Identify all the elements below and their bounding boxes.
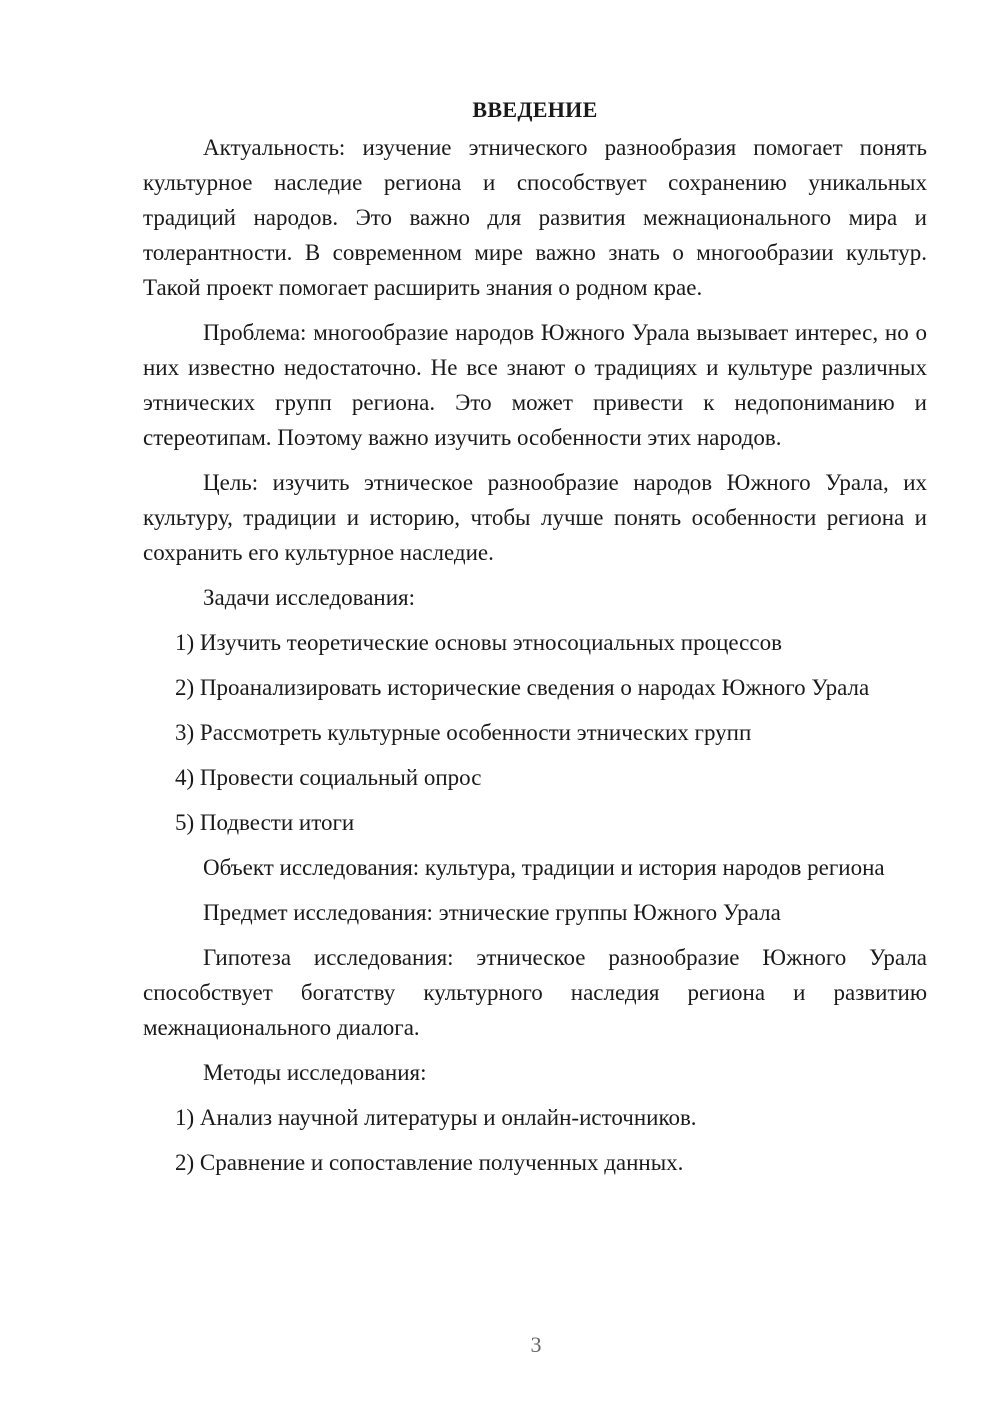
subject-paragraph: Предмет исследования: этнические группы Южного Урала [203, 900, 781, 925]
goal-paragraph: Цель: изучить этническое разнообразие народов Южного Урала, их культуру, традиции и историю, чтобы лучше понять особенности региона и сохранить его культурное наследие. [143, 470, 927, 565]
method-item: 1) Анализ научной литературы и онлайн-источников. [175, 1105, 697, 1130]
method-item: 2) Сравнение и сопоставление полученных данных. [175, 1150, 684, 1175]
task-item: 3) Рассмотреть культурные особенности этнических групп [175, 720, 752, 745]
hypothesis-paragraph: Гипотеза исследования: этническое разнообразие Южного Урала способствует богатству культурного наследия региона и развитию межнационального диалога. [143, 945, 927, 1040]
page-number: 3 [530, 1332, 542, 1357]
task-item: 2) Проанализировать исторические сведения о народах Южного Урала [175, 675, 870, 700]
task-item: 4) Провести социальный опрос [175, 765, 482, 790]
relevance-paragraph: Актуальность: изучение этнического разнообразия помогает понять культурное наследие региона и способствует сохранению уникальных традиций народов. Это важно для развития межнационального мира и толерантности. В современном мире важно знать о многообразии культур. Такой проект помогает расширить знания о родном крае. [143, 135, 927, 300]
section-heading: ВВЕДЕНИЕ [472, 97, 598, 122]
problem-paragraph: Проблема: многообразие народов Южного Урала вызывает интерес, но о них известно недостаточно. Не все знают о традициях и культуре различных этнических групп региона. Это может привести к недопониманию и стереотипам. Поэтому важно изучить особенности этих народов. [143, 320, 927, 450]
task-item: 1) Изучить теоретические основы этносоциальных процессов [175, 630, 782, 655]
page-content [143, 92, 927, 1190]
task-item: 5) Подвести итоги [175, 810, 355, 835]
methods-label: Методы исследования: [203, 1060, 427, 1085]
object-paragraph: Объект исследования: культура, традиции и история народов региона [203, 855, 885, 880]
tasks-label: Задачи исследования: [203, 585, 416, 610]
